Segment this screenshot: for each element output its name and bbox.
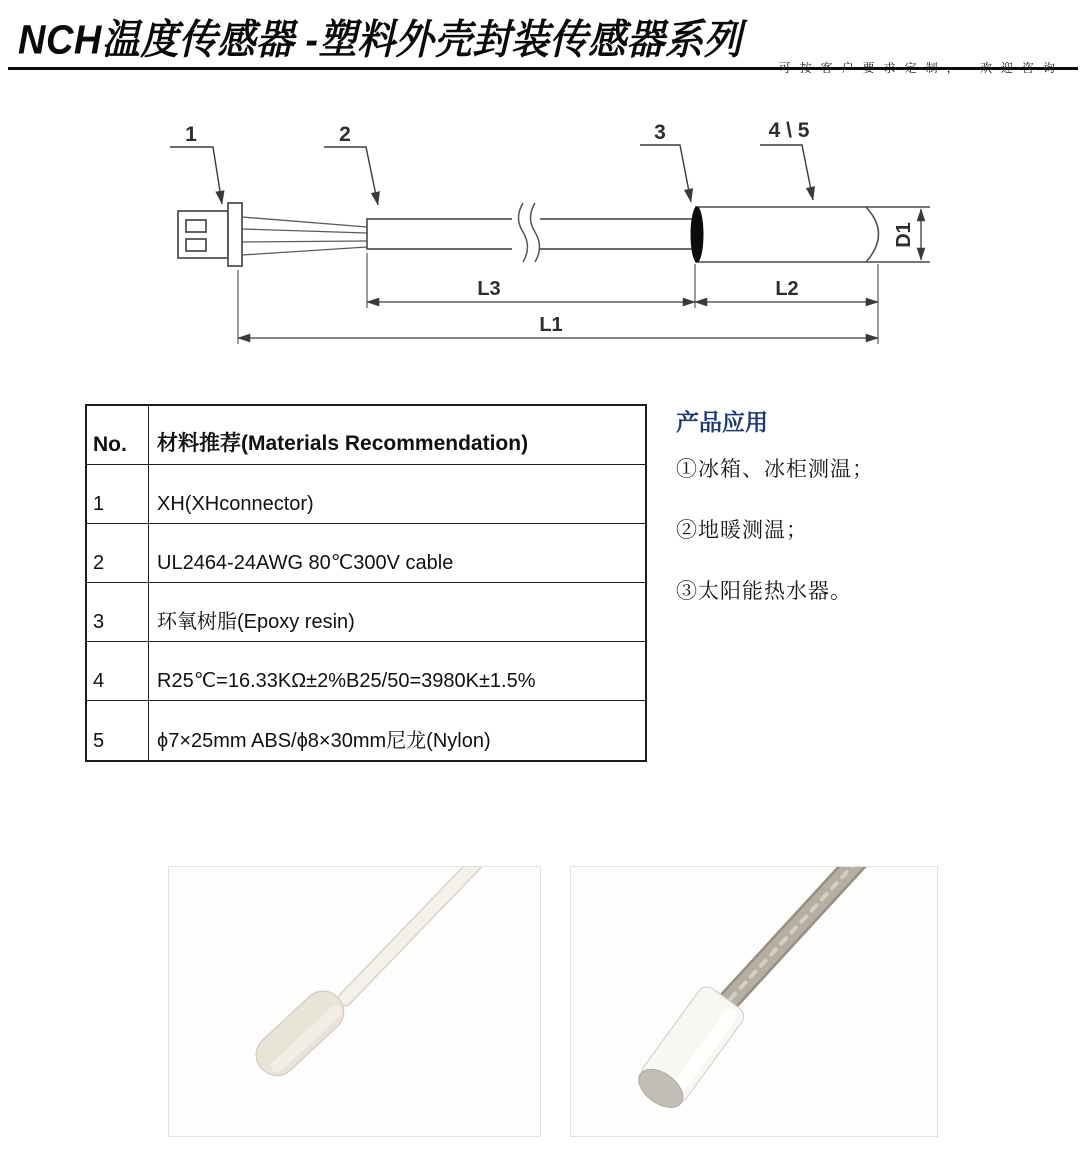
table-row-material: ϕ7×25mm ABS/ϕ8×30mm尼龙(Nylon) [157, 730, 491, 752]
sensor-technical-drawing [0, 0, 1086, 400]
callout-4-5: 4 \ 5 [768, 119, 810, 142]
table-row-material: 环氧树脂(Epoxy resin) [149, 583, 645, 642]
table-row-no: 2 [87, 524, 149, 583]
applications-section [676, 404, 1056, 636]
cable-drawing [367, 203, 695, 263]
application-item: ①冰箱、冰柜测温； [676, 458, 874, 481]
callout-3: 3 [654, 121, 666, 144]
table-row-material: R25℃=16.33KΩ±2%B25/50=3980K±1.5% [149, 642, 645, 701]
customization-note: 可按客户要求定制， 欢迎咨询 [778, 61, 1064, 75]
applications-title: 产品应用 [676, 409, 768, 435]
table-row-no: 5 [87, 701, 149, 760]
xh-connector-drawing [178, 203, 242, 266]
table-row-no: 1 [87, 465, 149, 524]
page-title: NCH温度传感器 -塑料外壳封装传感器系列 [18, 17, 743, 64]
table-header-no: No. [87, 406, 149, 465]
table-row-no: 4 [87, 642, 149, 701]
application-item: ②地暖测温； [676, 519, 808, 542]
dim-d1: D1 [893, 222, 915, 248]
dim-l1: L1 [539, 314, 563, 336]
table-row-material: XH(XHconnector) [149, 465, 645, 524]
table-header-material: 材料推荐(Materials Recommendation) [149, 406, 645, 465]
callout-1: 1 [185, 123, 197, 146]
table-row-material: UL2464-24AWG 80℃300V cable [149, 524, 645, 583]
lead-wires-drawing [242, 217, 367, 255]
application-item: ③太阳能热水器。 [676, 580, 852, 603]
white-probe-image [169, 867, 540, 1136]
table-row-no: 3 [87, 583, 149, 642]
product-photo-white-probe [168, 866, 541, 1137]
product-photo-nylon-probe [570, 866, 938, 1137]
dim-l2: L2 [775, 278, 799, 300]
dim-l3: L3 [477, 278, 501, 300]
materials-table [85, 404, 647, 762]
nylon-probe-image [571, 867, 937, 1136]
callout-2: 2 [339, 123, 351, 146]
callout-leaders [170, 145, 813, 205]
epoxy-seal-drawing [691, 207, 704, 263]
